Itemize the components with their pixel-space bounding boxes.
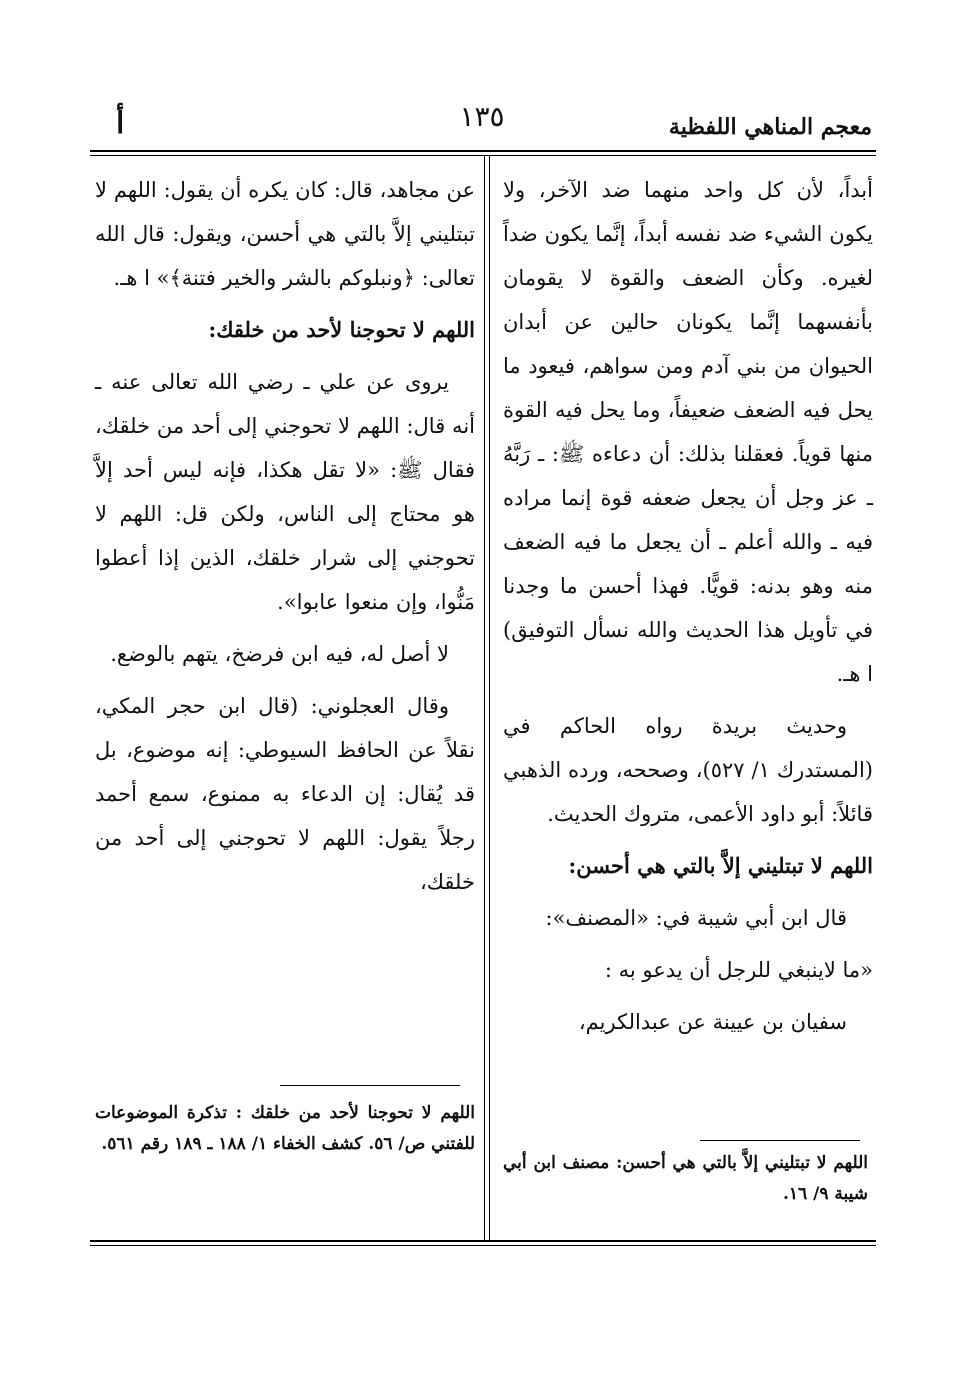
column-divider — [489, 156, 490, 1240]
left-column — [95, 168, 475, 912]
paragraph: وحديث بريدة رواه الحاكم في (المستدرك ١/ ٥٢٧)، وصححه، ورده الذهبي قائلاً: أبو داود الأعمى، متروك الحديث. — [503, 714, 873, 826]
section-letter: أ — [116, 106, 125, 141]
paragraph: لا أصل له، فيه ابن فرضخ، يتهم بالوضع. — [110, 642, 449, 666]
paragraph: قال ابن أبي شيبة في: «المصنف»: — [545, 906, 847, 930]
footer-rule — [90, 1240, 876, 1242]
paragraph: وقال العجلوني: (قال ابن حجر المكي، نقلاً عن الحافظ السيوطي: إنه موضوع، بل قد يُقال: إن الدعاء به ممنوع، سمع أحمد رجلاً يقول: اللهم لا تحوجني إلى أحد من خلقك، — [95, 694, 475, 894]
footnote: اللهم لا تبتليني إلاَّ بالتي هي أحسن: مصنف ابن أبي شيبة ٩/ ١٦. — [503, 1153, 868, 1204]
paragraph: يروى عن علي ـ رضي الله تعالى عنه ـ أنه قال: اللهم لا تحوجني إلى أحد من خلقك، فقال ﷺ: «لا تقل هكذا، فإنه ليس أحد إلاَّ هو محتاج إلى الناس، ولكن قل: اللهم لا تحوجني إلى شرار خلقك، الذين إذا أعطوا مَنُّوا، وإن منعوا عابوا». — [95, 370, 475, 614]
column-divider — [484, 156, 485, 1240]
paragraph: «ما لاينبغي للرجل أن يدعو به : — [604, 958, 873, 982]
footnote-rule — [280, 1085, 460, 1086]
footnote: اللهم لا تحوجنا لأحد من خلقك : تذكرة الموضوعات للفتني ص/ ٥٦. كشف الخفاء ١/ ١٨٨ ـ ١٨٩ رقم ٥٦١. — [95, 1103, 475, 1154]
section-heading: اللهم لا تحوجنا لأحد من خلقك: — [208, 317, 475, 342]
footnote-rule — [700, 1140, 860, 1141]
footer-rule-thin — [90, 1245, 876, 1246]
page-number: ١٣٥ — [459, 100, 505, 133]
paragraph: أبداً، لأن كل واحد منهما ضد الآخر، ولا يكون الشيء ضد نفسه أبداً، إنَّما يكون ضداً لغيره. وكأن الضعف والقوة لا يقومان بأنفسهما إنَّما يكونان حالين عن أبدان الحيوان من بني آدم ومن سواهم، فيعود ما يحل فيه الضعف ضعيفاً، وما يحل فيه القوة منها قوياً. فعقلنا بذلك: أن دعاءه ﷺ: ـ رَبَّهُ ـ عز وجل أن يجعل ضعفه قوة إنما مراده فيه ـ والله أعلم ـ أن يجعل ما فيه الضعف منه وهو بدنه: قويًّا. فهذا أحسن ما وجدنا في تأويل هذا الحديث والله نسأل التوفيق) ا هـ. — [503, 178, 873, 686]
page-title: معجم المناهي اللفظية — [668, 114, 872, 140]
section-heading: اللهم لا تبتليني إلاَّ بالتي هي أحسن: — [568, 853, 873, 878]
header-rule-thin — [90, 155, 876, 156]
paragraph: سفيان بن عيينة عن عبدالكريم، — [578, 1010, 847, 1034]
page-header — [92, 100, 872, 150]
right-column — [503, 168, 873, 1052]
paragraph: عن مجاهد، قال: كان يكره أن يقول: اللهم لا تبتليني إلاَّ بالتي هي أحسن، ويقول: قال الله تعالى: ﴿ونبلوكم بالشر والخير فتنة﴾» ا هـ. — [95, 178, 475, 290]
header-rule — [90, 150, 876, 152]
